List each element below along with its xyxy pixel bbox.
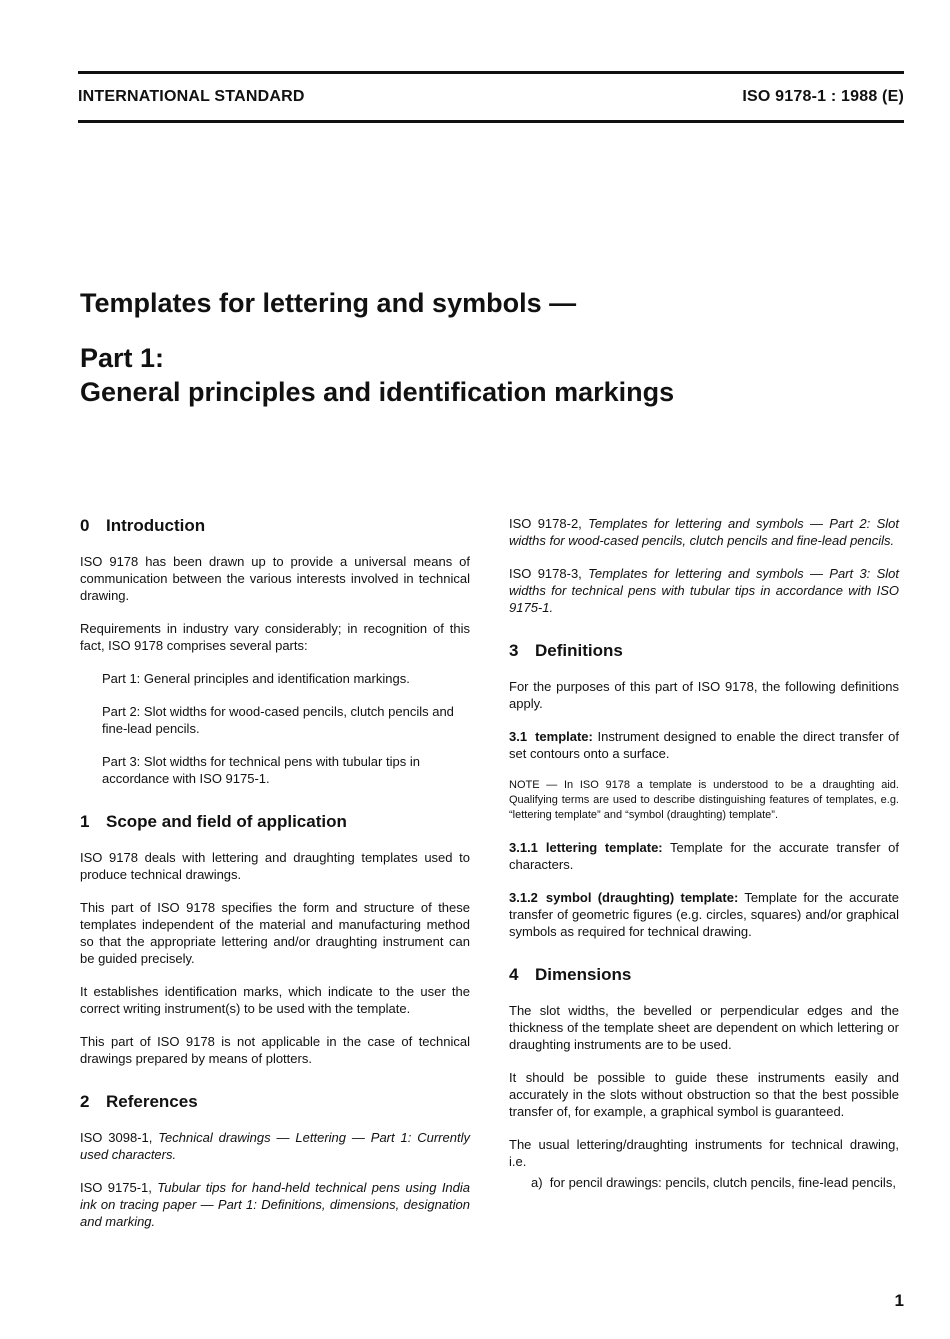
definition-3-1-1 (509, 839, 899, 873)
part-list-item: Part 1: General principles and identification markings. (102, 671, 410, 686)
definition-term: template: (535, 729, 593, 744)
section-heading-definitions (509, 640, 899, 662)
header-standard-label: INTERNATIONAL STANDARD (78, 88, 305, 105)
reference-code: ISO 9175-1, (80, 1180, 152, 1195)
section-heading-references (80, 1091, 470, 1113)
paragraph: It establishes identification marks, which indicate to the user the correct writing instrument(s) to be used with the template. (80, 984, 470, 1016)
paragraph: This part of ISO 9178 is not applicable in the case of technical drawings prepared by means of plotters. (80, 1034, 470, 1066)
section-number: 3 (509, 641, 519, 660)
definition-text: Instrument designed to enable the direct transfer of set contours onto a surface. (509, 729, 899, 761)
definition-number: 3.1.2 (509, 890, 538, 905)
definition-3-1-2 (509, 889, 899, 940)
list-item-head: for pencil drawings: (549, 1175, 662, 1190)
header-document-id: ISO 9178-1 : 1988 (E) (742, 88, 904, 105)
reference-title: Templates for lettering and symbols — Part 3: Slot widths for technical pens with tubular tips in accordance with ISO 9175-1. (509, 566, 899, 615)
reference-item (80, 1129, 470, 1163)
definition-number: 3.1 (509, 729, 528, 744)
list-item (531, 1174, 899, 1191)
section-number: 2 (80, 1092, 90, 1111)
paragraph: ISO 9178 deals with lettering and draughting templates used to produce technical drawings. (80, 850, 470, 882)
paragraph: It should be possible to guide these instruments easily and accurately in the slots without obstruction so that the best possible transfer of, for example, a graphical symbol is guaranteed. (509, 1070, 899, 1119)
reference-title: Technical drawings — Lettering — Part 1: Currently used characters. (80, 1130, 470, 1162)
section-heading-scope (80, 811, 470, 833)
definition-text: Template for the accurate transfer of geometric figures (e.g. circles, squares) and/or graphical symbols as required for technical drawing. (509, 890, 899, 939)
section-title: References (106, 1092, 198, 1111)
paragraph: ISO 9178 has been drawn up to provide a universal means of communication between the various interests involved in technical drawing. (80, 554, 470, 603)
paragraph: For the purposes of this part of ISO 9178, the following definitions apply. (509, 679, 899, 711)
paragraph: The slot widths, the bevelled or perpendicular edges and the thickness of the template sheet are dependent on which lettering or draughting instruments are to be used. (509, 1003, 899, 1052)
list-item-label: a) (531, 1175, 543, 1190)
paragraph: This part of ISO 9178 specifies the form and structure of these templates independent of the material and manufacturing method so that the appropriate lettering and/or draughting instrument can be guided precisely. (80, 900, 470, 966)
reference-title: Templates for lettering and symbols — Part 2: Slot widths for wood-cased pencils, clutch pencils and fine-lead pencils. (509, 516, 899, 548)
section-heading-dimensions (509, 964, 899, 986)
section-number: 0 (80, 516, 90, 535)
definition-text: Template for the accurate transfer of characters. (509, 840, 899, 872)
title-block (80, 285, 900, 409)
note: NOTE — In ISO 9178 a template is understood to be a draughting aid. Qualifying terms are used to describe distinguishing features of templates, e.g. “lettering template” and “symbol (draughting) template”. (509, 779, 899, 821)
reference-code: ISO 9178-3, (509, 566, 582, 581)
part-label: Part 1: (80, 343, 165, 373)
header-bottom-rule (78, 120, 904, 123)
section-title: Definitions (535, 641, 623, 660)
definition-term: lettering template: (545, 840, 663, 855)
reference-title: Tubular tips for hand-held technical pens using India ink on tracing paper — Part 1: Definitions, dimensions, designation and marking. (80, 1180, 471, 1229)
reference-code: ISO 9178-2, (509, 516, 582, 531)
reference-item (509, 515, 899, 549)
reference-item (509, 565, 899, 616)
definition-number: 3.1.1 (509, 840, 538, 855)
part-subtitle: General principles and identification markings (80, 377, 675, 407)
part-list-item: Part 3: Slot widths for technical pens with tubular tips in accordance with ISO 9175-1. (102, 754, 420, 786)
section-title: Dimensions (535, 965, 632, 984)
document-title: Templates for lettering and symbols — (80, 288, 577, 318)
reference-item (80, 1179, 470, 1230)
header-top-rule (78, 71, 904, 74)
section-title: Introduction (106, 516, 206, 535)
section-number: 4 (509, 965, 519, 984)
page-number: 1 (894, 1291, 904, 1310)
section-title: Scope and field of application (106, 812, 347, 831)
section-number: 1 (80, 812, 90, 831)
definition-3-1 (509, 728, 899, 762)
left-column (80, 515, 470, 1246)
list-item-text: pencils, clutch pencils, fine-lead pencils, (665, 1175, 896, 1190)
part-list-item: Part 2: Slot widths for wood-cased pencils, clutch pencils and fine-lead pencils. (102, 704, 454, 736)
paragraph: Requirements in industry vary considerably; in recognition of this fact, ISO 9178 comprises several parts: (80, 621, 470, 653)
section-heading-introduction (80, 515, 470, 537)
definition-term: symbol (draughting) template: (545, 890, 739, 905)
right-column (509, 515, 899, 1207)
paragraph: The usual lettering/draughting instruments for technical drawing, i.e. (509, 1137, 899, 1169)
reference-code: ISO 3098-1, (80, 1130, 153, 1145)
